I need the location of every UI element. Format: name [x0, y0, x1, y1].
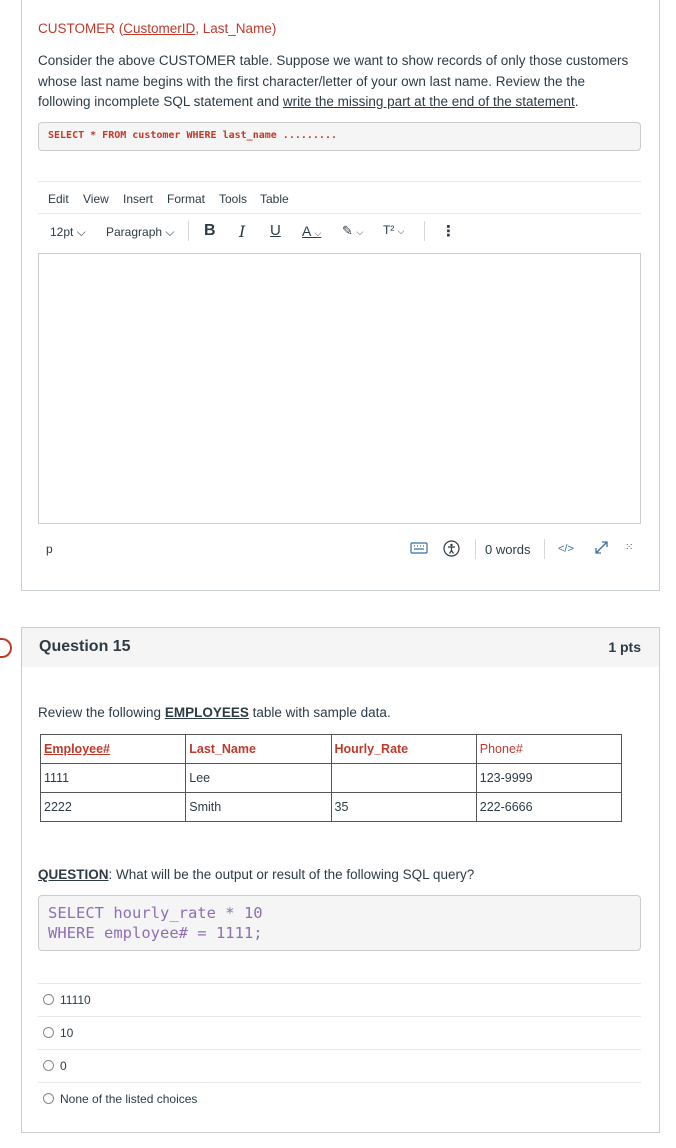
answer-choice[interactable]: [38, 1082, 641, 1115]
statusbar-divider: [544, 539, 545, 559]
header-phone: Phone#: [476, 735, 621, 764]
chevron-down-icon: ⌵: [356, 227, 364, 237]
menu-format[interactable]: Format: [167, 192, 206, 206]
question-title: Question 15: [39, 638, 131, 655]
superscript-button[interactable]: T² ⌵: [383, 223, 405, 237]
table-row: [41, 764, 622, 793]
more-options-button[interactable]: ⋮: [441, 223, 456, 240]
table-cell: 2222: [41, 793, 186, 822]
accessibility-icon[interactable]: [443, 540, 460, 560]
sql-code-block: SELECT * FROM customer WHERE last_name .........: [38, 122, 641, 151]
chevron-down-icon: ⌵: [397, 226, 405, 236]
table-header-row: [41, 735, 622, 764]
header-last-name: Last_Name: [186, 735, 331, 764]
statusbar-divider: [475, 539, 476, 559]
table-cell: 35: [331, 793, 476, 822]
italic-button[interactable]: I: [239, 222, 246, 241]
menu-table[interactable]: Table: [260, 192, 289, 206]
table-cell: Lee: [186, 764, 331, 793]
resize-handle-icon[interactable]: ⁙: [625, 542, 633, 553]
answer-choice[interactable]: [38, 1049, 641, 1082]
question-15-prompt: QUESTION: What will be the output or result of the following SQL query?: [38, 867, 475, 882]
chevron-down-icon: ⌵: [314, 228, 322, 238]
toolbar-divider: [188, 221, 189, 241]
menu-edit[interactable]: Edit: [48, 192, 69, 206]
fullscreen-icon[interactable]: [593, 539, 610, 559]
sql-query-block: SELECT hourly_rate * 10 WHERE employee# = 1111;: [38, 895, 641, 951]
employees-table: [40, 734, 622, 822]
choice-label: None of the listed choices: [60, 1092, 198, 1106]
bookmark-icon[interactable]: [0, 638, 12, 658]
editor-toolbar: [38, 214, 641, 250]
element-path[interactable]: p: [46, 542, 53, 556]
table-cell: 123-9999: [476, 764, 621, 793]
radio-button[interactable]: [43, 994, 54, 1005]
question-15-intro: Review the following EMPLOYEES table with sample data.: [38, 705, 391, 720]
table-row: [41, 793, 622, 822]
chevron-down-icon: ⌵: [165, 225, 175, 239]
header-hourly-rate: Hourly_Rate: [331, 735, 476, 764]
question-14-text: Consider the above CUSTOMER table. Suppose we want to show records of only those customers whose last name begins with the first character/letter of your own last name. Review the the following incomplete SQL statement and write the missing part at the end of the statement.: [38, 53, 629, 109]
menu-insert[interactable]: Insert: [123, 192, 154, 206]
answer-editor[interactable]: [38, 253, 641, 524]
editor-statusbar: [38, 534, 641, 564]
table-schema-heading: CUSTOMER (CustomerID, Last_Name): [38, 21, 277, 36]
highlight-color-button[interactable]: [342, 223, 363, 239]
html-editor-toggle[interactable]: </>: [558, 543, 574, 555]
word-count: 0 words: [485, 542, 531, 557]
highlighter-icon: ✎: [342, 223, 353, 238]
editor-menubar: [38, 181, 641, 214]
choice-label: 11110: [60, 993, 91, 1007]
menu-tools[interactable]: Tools: [219, 192, 248, 206]
table-cell: [331, 764, 476, 793]
choice-label: 0: [60, 1059, 67, 1073]
choice-label: 10: [60, 1026, 74, 1040]
table-cell: Smith: [186, 793, 331, 822]
radio-button[interactable]: [43, 1093, 54, 1104]
font-size-select[interactable]: 12pt ⌵: [50, 225, 86, 239]
radio-button[interactable]: [43, 1060, 54, 1071]
bold-button[interactable]: B: [204, 222, 216, 239]
menu-view[interactable]: View: [83, 192, 109, 206]
table-cell: 1111: [41, 764, 186, 793]
radio-button[interactable]: [43, 1027, 54, 1038]
answer-choice[interactable]: [38, 1016, 641, 1049]
question-points: 1 pts: [608, 639, 641, 655]
table-cell: 222-6666: [476, 793, 621, 822]
customer-id-link[interactable]: CustomerID: [123, 21, 196, 36]
answer-choice[interactable]: [38, 983, 641, 1016]
keyboard-icon[interactable]: [410, 541, 428, 558]
header-employee: Employee#: [41, 735, 186, 764]
chevron-down-icon: ⌵: [76, 225, 86, 239]
underline-button[interactable]: U: [270, 222, 281, 239]
text-color-button[interactable]: A ⌵: [302, 223, 322, 239]
question-15-header: [21, 627, 660, 668]
block-format-select[interactable]: Paragraph ⌵: [106, 225, 175, 239]
toolbar-divider: [424, 221, 425, 241]
